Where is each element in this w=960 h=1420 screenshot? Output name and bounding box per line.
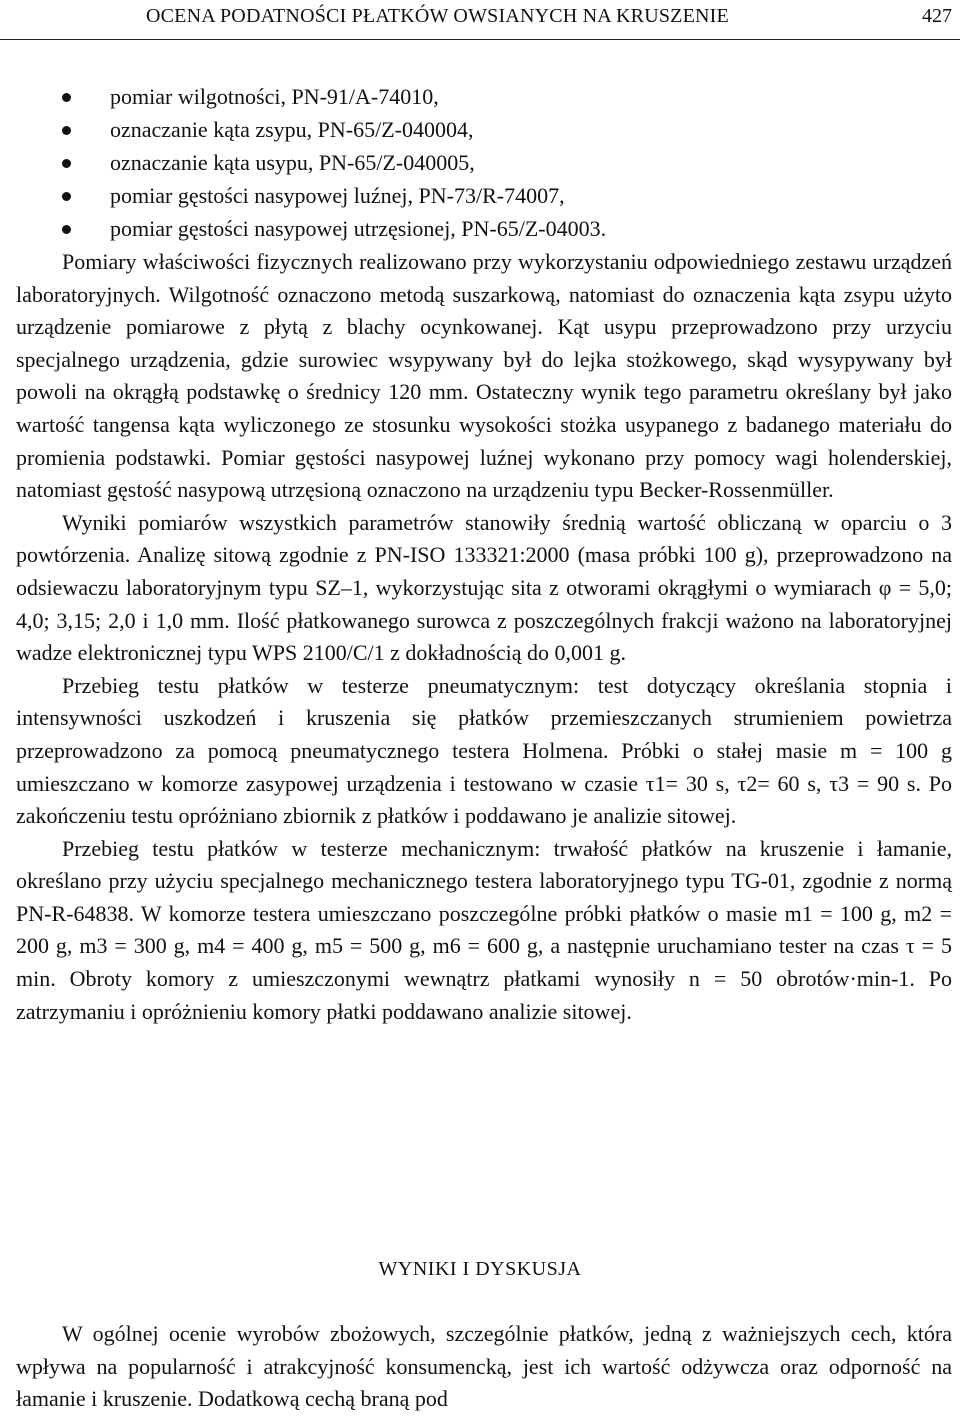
paragraph: Wyniki pomiarów wszystkich parametrów stanowiły średnią wartość obliczaną w oparciu o 3 powtórzenia. Analizę sitową zgodnie z PN-ISO 133321:2000 (masa próbki 100 g), przeprowadzono na odsiewaczu laboratoryjnym typu SZ–1, wykorzystując sita z otworami okrągłymi o wymiarach φ = 5,0; 4,0; 3,15; 2,0 i 1,0 mm. Ilość płatkowanego surowca z poszczególnych frakcji ważono na laboratoryjnej wadze elektronicznej typu WPS 2100/C/1 z dokładnością do 0,001 g.: [16, 509, 952, 666]
list-item: [0, 179, 606, 212]
bullet-icon: [62, 126, 71, 135]
section-body: [16, 1318, 952, 1416]
paragraph: Przebieg testu płatków w testerze mechanicznym: trwałość płatków na kruszenie i łamanie, określano przy użyciu specjalnego mechanicznego testera laboratoryjnego typu TG-01, zgodnie z normą PN-R-64838. W komorze testera umieszczano poszczególne próbki płatków o masie m1 = 100 g, m2 = 200 g, m3 = 300 g, m4 = 400 g, m5 = 500 g, m6 = 600 g, a następnie uruchamiano tester na czas τ = 5 min. Obroty komory z umieszczonymi wewnątrz płatkami wynosiły n = 50 obrotów·min-1. Po zatrzymaniu i opróżnieniu komory płatki poddawano analizie sitowej.: [16, 835, 952, 1024]
page-number: 427: [922, 5, 952, 27]
list-item-text: pomiar wilgotności, PN-91/A-74010,: [110, 84, 439, 109]
list-item-text: pomiar gęstości nasypowej utrzęsionej, PN-65/Z-04003.: [110, 216, 607, 241]
bullet-icon: [62, 225, 71, 234]
paragraph: Przebieg testu płatków w testerze pneumatycznym: test dotyczący określania stopnia i intensywności uszkodzeń i kruszenia się płatków przemieszczanych strumieniem powietrza przeprowadzono za pomocą pneumatycznego testera Holmena. Próbki o stałej masie m = 100 g umieszczano w komorze zasypowej urządzenia i testowano w czasie τ1= 30 s, τ2= 60 s, τ3 = 90 s. Po zakończeniu testu opróżniano zbiornik z płatków i poddawano je analizie sitowej.: [16, 672, 952, 829]
bullet-icon: [62, 192, 71, 201]
running-title: OCENA PODATNOŚCI PŁATKÓW OWSIANYCH NA KRUSZENIE: [146, 5, 729, 27]
paragraph: W ogólnej ocenie wyrobów zbożowych, szczególnie płatków, jedną z ważniejszych cech, która wpływa na popularność i atrakcyjność konsumencką, jest ich wartość odżywcza oraz odporność na łamanie i kruszenie. Dodatkową cechą braną pod: [16, 1321, 952, 1412]
bullet-icon: [62, 159, 71, 168]
bullet-icon: [62, 93, 71, 102]
list-item: [0, 80, 606, 113]
method-list: [0, 80, 606, 245]
list-item-text: pomiar gęstości nasypowej luźnej, PN-73/R-74007,: [110, 183, 565, 208]
list-item: [0, 113, 606, 146]
list-item-text: oznaczanie kąta zsypu, PN-65/Z-040004,: [110, 117, 474, 142]
page-header: [0, 0, 960, 40]
body-text: [16, 246, 952, 1028]
list-item-text: oznaczanie kąta usypu, PN-65/Z-040005,: [110, 150, 475, 175]
list-item: [0, 212, 606, 245]
list-item: [0, 146, 606, 179]
section-heading: WYNIKI I DYSKUSJA: [378, 1258, 582, 1280]
paragraph: Pomiary właściwości fizycznych realizowano przy wykorzystaniu odpowiedniego zestawu urządzeń laboratoryjnych. Wilgotność oznaczono metodą suszarkową, natomiast do oznaczenia kąta zsypu użyto urządzenie pomiarowe z płytą z blachy ocynkowanej. Kąt usypu przeprowadzono przy urzyciu specjalnego urządzenia, gdzie surowiec wsypywany był do lejka stożkowego, skąd wysypywany był powoli na okrągłą podstawkę o średnicy 120 mm. Ostateczny wynik tego parametru określany był jako wartość tangensa kąta wyliczonego ze stosunku wysokości stożka usypanego z badanego materiału do promienia podstawki. Pomiar gęstości nasypowej luźnej wykonano przy pomocy wagi holenderskiej, natomiast gęstość nasypową utrzęsioną oznaczono na urządzeniu typu Becker-Rossenmüller.: [16, 249, 952, 503]
